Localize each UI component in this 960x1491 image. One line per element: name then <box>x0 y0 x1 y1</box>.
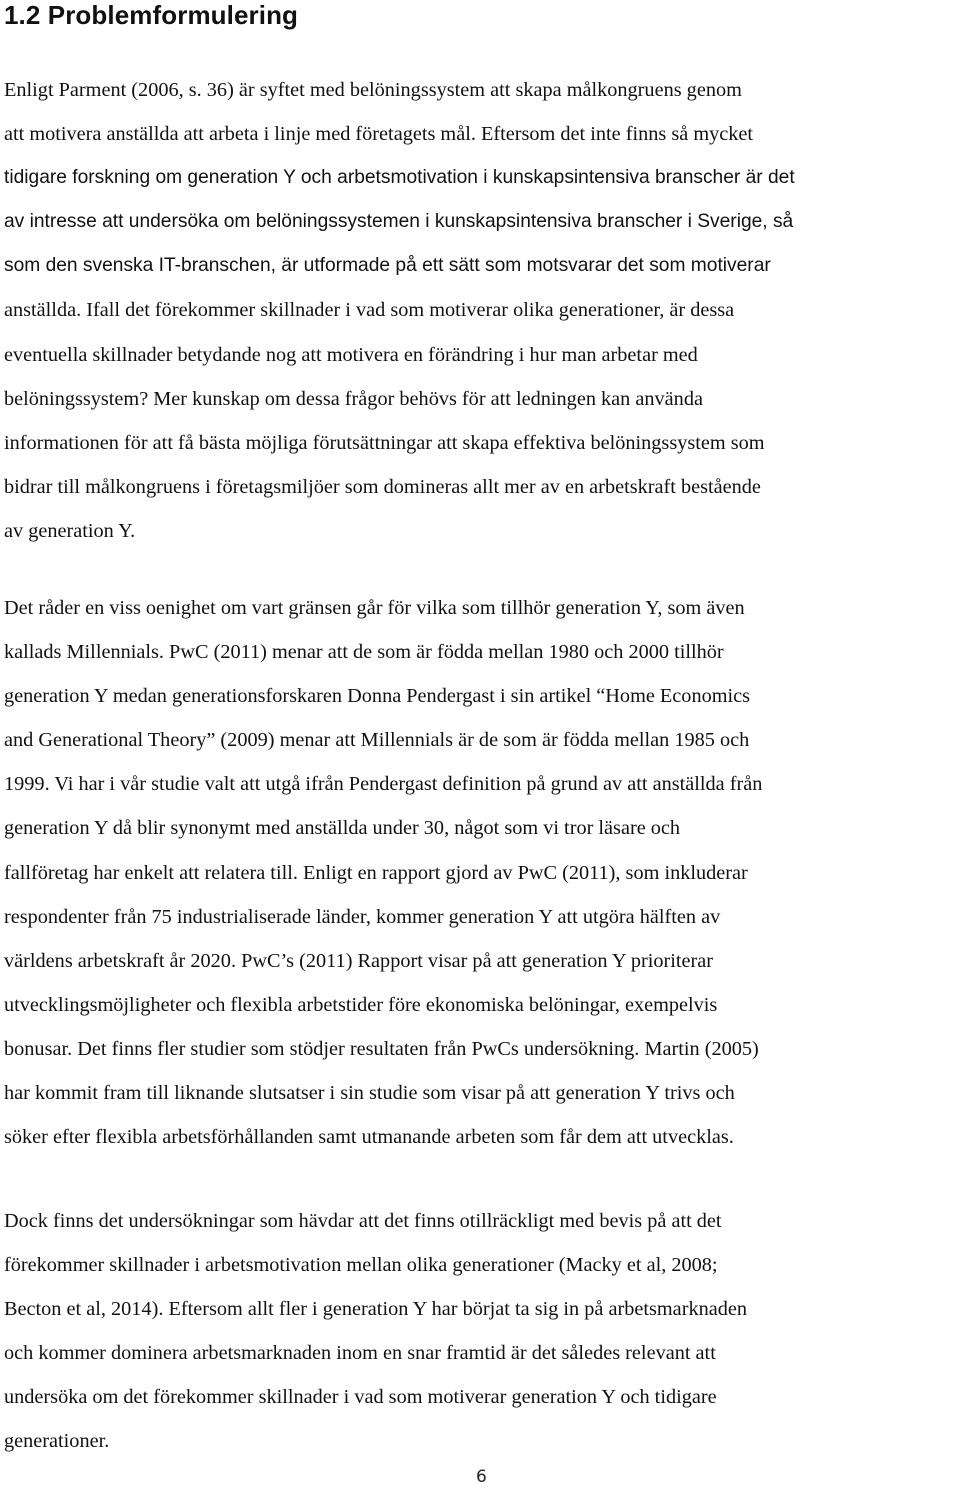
paragraph-line: utvecklingsmöjligheter och flexibla arbetstider före ekonomiska belöningar, exempelvis <box>4 993 718 1016</box>
paragraph-3 <box>4 1199 747 1464</box>
paragraph-line: 1999. Vi har i vår studie valt att utgå ifrån Pendergast definition på grund av att anställda från <box>4 773 763 796</box>
document-page <box>4 0 956 1453</box>
paragraph-line: informationen för att få bästa möjliga förutsättningar att skapa effektiva belöningssystem som <box>4 431 765 454</box>
paragraph-1 <box>4 68 795 553</box>
paragraph-line: generation Y då blir synonymt med anställda under 30, något som vi tror läsare och <box>4 817 681 840</box>
paragraph-line: and Generational Theory” (2009) menar att Millennials är de som är födda mellan 1985 och <box>4 729 750 752</box>
paragraph-line: bonusar. Det finns fler studier som stödjer resultaten från PwCs undersökning. Martin (2005) <box>4 1037 759 1060</box>
page-number: 6 <box>476 1467 487 1487</box>
paragraph-line: Becton et al, 2014). Eftersom allt fler i generation Y har börjat ta sig in på arbetsmarknaden <box>4 1298 748 1321</box>
paragraph-line: söker efter flexibla arbetsförhållanden samt utmanande arbeten som får dem att utvecklas. <box>4 1126 734 1149</box>
paragraph-line: eventuella skillnader betydande nog att motivera en förändring i hur man arbetar med <box>4 343 698 366</box>
paragraph-line: respondenter från 75 industrialiserade länder, kommer generation Y att utgöra hälften av <box>4 905 721 928</box>
paragraph-line: och kommer dominera arbetsmarknaden inom en snar framtid är det således relevant att <box>4 1342 716 1365</box>
paragraph-line: som den svenska IT-branschen, är utformade på ett sätt som motsvarar det som motiverar <box>4 255 771 277</box>
paragraph-2 <box>4 586 762 1159</box>
paragraph-line: anställda. Ifall det förekommer skillnader i vad som motiverar olika generationer, är dessa <box>4 299 735 322</box>
paragraph-line: av intresse att undersöka om belöningssystemen i kunskapsintensiva branscher i Sverige, så <box>4 211 794 233</box>
paragraph-line: generationer. <box>4 1430 110 1453</box>
paragraph-line: Enligt Parment (2006, s. 36) är syftet med belöningssystem att skapa målkongruens genom <box>4 79 742 101</box>
paragraph-line: kallads Millennials. PwC (2011) menar att de som är födda mellan 1980 och 2000 tillhör <box>4 641 724 664</box>
paragraph-line: generation Y medan generationsforskaren Donna Pendergast i sin artikel “Home Economics <box>4 685 751 708</box>
paragraph-line: tidigare forskning om generation Y och arbetsmotivation i kunskapsintensiva branscher är det <box>4 167 795 189</box>
paragraph-line: förekommer skillnader i arbetsmotivation mellan olika generationer (Macky et al, 2008; <box>4 1254 718 1277</box>
paragraph-line: fallföretag har enkelt att relatera till. Enligt en rapport gjord av PwC (2011), som inkluderar <box>4 861 748 884</box>
paragraph-line: Det råder en viss oenighet om vart gränsen går för vilka som tillhör generation Y, som även <box>4 597 745 619</box>
paragraph-line: världens arbetskraft år 2020. PwC’s (2011) Rapport visar på att generation Y prioriterar <box>4 949 714 972</box>
paragraph-line: bidrar till målkongruens i företagsmiljöer som domineras allt mer av en arbetskraft bestående <box>4 475 761 498</box>
section-heading: 1.2 Problemformulering <box>4 0 299 30</box>
paragraph-line: av generation Y. <box>4 519 136 542</box>
paragraph-line: har kommit fram till liknande slutsatser i sin studie som visar på att generation Y trivs och <box>4 1082 735 1105</box>
paragraph-line: belöningssystem? Mer kunskap om dessa frågor behövs för att ledningen kan använda <box>4 387 703 410</box>
paragraph-line: att motivera anställda att arbeta i linje med företagets mål. Eftersom det inte finns så mycket <box>4 123 754 146</box>
paragraph-line: undersöka om det förekommer skillnader i vad som motiverar generation Y och tidigare <box>4 1386 717 1409</box>
paragraph-line: Dock finns det undersökningar som hävdar att det finns otillräckligt med bevis på att det <box>4 1210 722 1232</box>
